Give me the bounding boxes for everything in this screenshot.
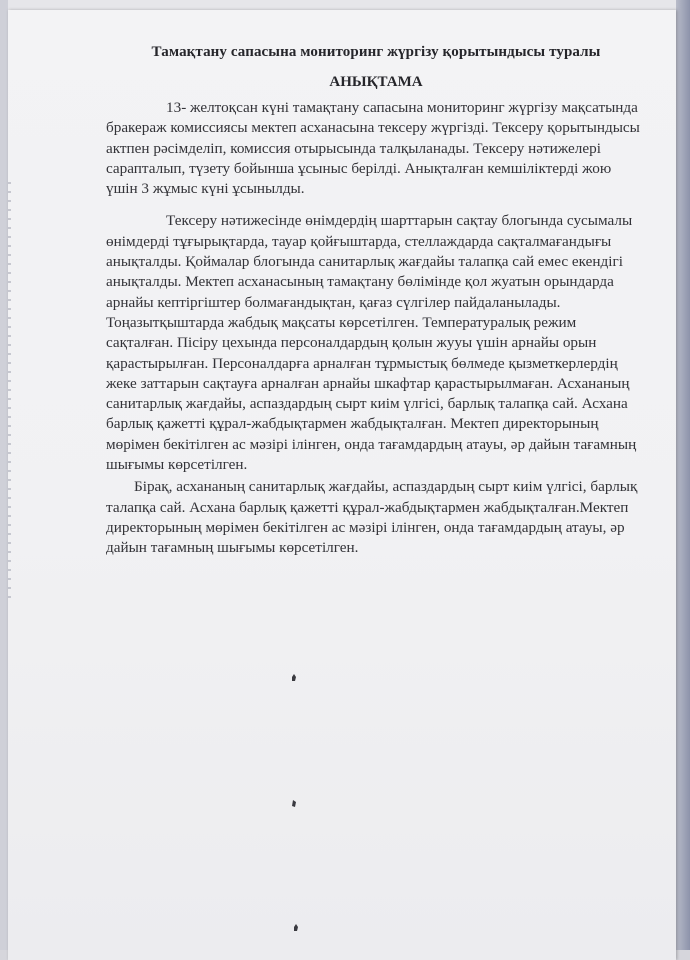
paragraph-3: Бірақ, асхананың санитарлық жағдайы, аспаздардың сырт киім үлгісі, барлық талапқа сай. Асхана барлық қажетті құрал-жабдықтармен жабдықталған.Мектеп директорының мөрімен бекітілген ас мәзірі ілінген, онда тағамдардың атауы, әр дайын тағамның шығымы көрсетілген. — [106, 478, 638, 557]
background-right-edge — [676, 0, 690, 950]
document-body — [106, 42, 646, 559]
sheet-edge-marks — [8, 182, 11, 602]
background-left — [0, 0, 8, 950]
paragraph-1: 13- желтоқсан күні тамақтану сапасына мониторинг жүргізу мақсатында бракераж комиссиясы мектеп асханасына тексеру жүргізді. Тексеру қорытындысы актпен рәсімделіп, комиссия отырысында талқыланады. Тексеру нәтижелері сарапталып, түзету бойынша ұсыныс берілді. Анықталған кемшіліктерді жою үшін 3 жұмыс күні ұсынылды. — [106, 99, 640, 198]
ink-speck-mark — [291, 674, 297, 682]
paragraph-2: Тексеру нәтижесінде өнімдердің шарттарын сақтау блогында сусымалы өнімдерді тұғырықтарда, тауар қойғыштарда, стеллаждарда сақталмағандығы анықталды. Қоймалар блогында санитарлық жағдайы талапқа сай емес екендігі анықталды. Мектеп асханасының тамақтану бөлімінде қол жуатын орындарда арнайы кептіргіштер болмағандықтан, қағаз сүлгілер пайдаланылады. Тоңазытқыштарда жабдық мақсаты көрсетілген. Температуралық режим сақталған. Пісіру цехында персоналдардың қолын жууы үшін арнайы орын қарастырылған. Персоналдарға арналған тұрмыстық бөлмеде қызметкерлердің жеке заттарын сақтауға арналған арнайы шкафтар қарастырылмаған. Асхананың санитарлық жағдайы, аспаздардың сырт киім үлгісі, барлық талапқа сай. Асхана барлық қажетті құрал-жабдықтармен жабдықталған. Мектеп директорының мөрімен бекітілген ас мәзірі ілінген, онда тағамдардың атауы, әр дайын тағамның шығымы көрсетілген. — [106, 212, 637, 474]
ink-speck-mark — [293, 924, 299, 932]
ink-speck-mark — [291, 800, 297, 808]
document-heading: АНЫҚТАМА — [329, 74, 423, 90]
document-title: Тамақтану сапасына мониторинг жүргізу қорытындысы туралы — [151, 44, 601, 60]
paper-sheet — [8, 10, 676, 960]
